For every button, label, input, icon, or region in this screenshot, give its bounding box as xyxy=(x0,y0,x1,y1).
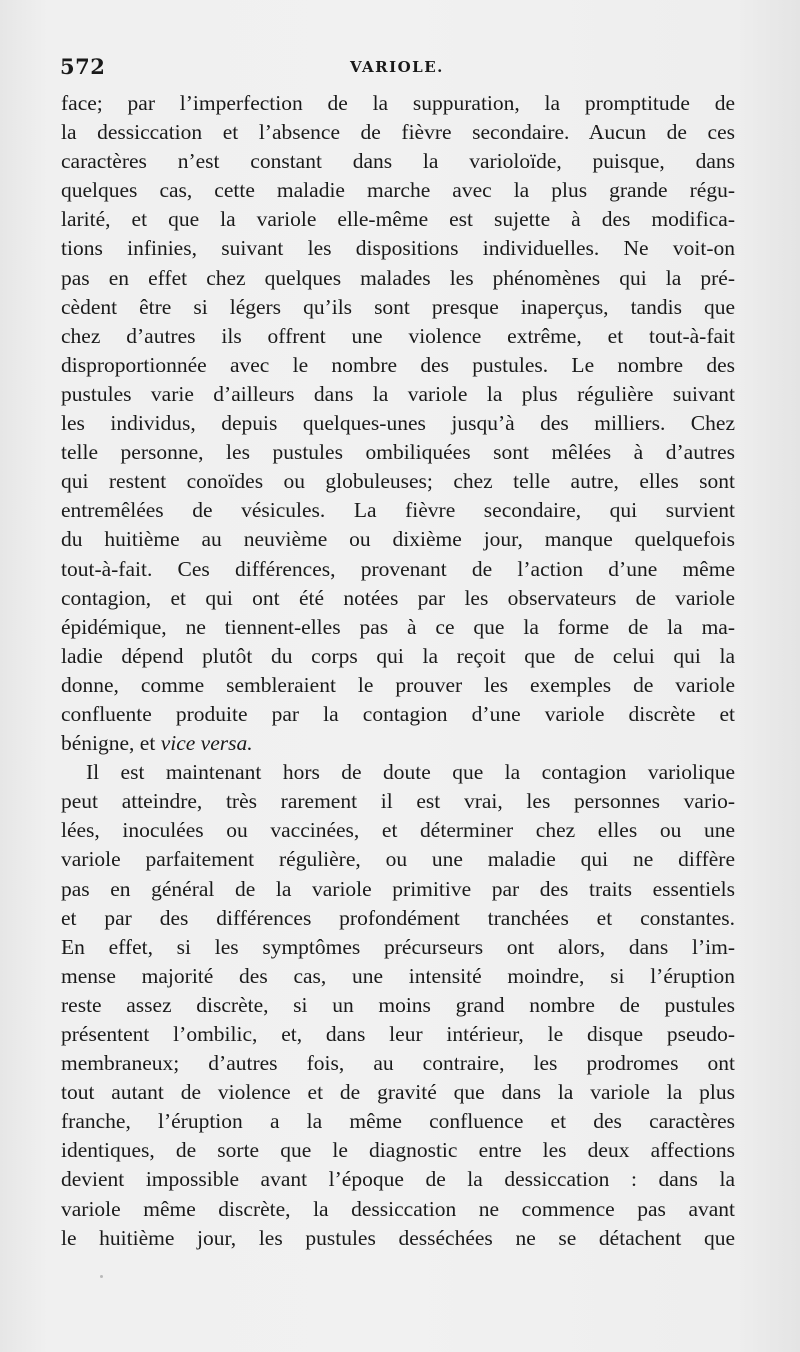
text-line: telle personne, les pustules ombiliquées sont mêlées à d’autres xyxy=(61,440,735,465)
text-line: membraneux; d’autres fois, au contraire, les prodromes ont xyxy=(61,1051,735,1076)
text-line: et par des différences profondément tranchées et constantes. xyxy=(61,905,735,930)
text-line: face; par l’imperfection de la suppuration, la promptitude de xyxy=(61,91,735,115)
text-line: variole parfaitement régulière, ou une maladie qui ne diffère xyxy=(61,847,735,872)
text-line: pustules varie d’ailleurs dans la variole la plus régulière suivant xyxy=(61,381,735,406)
text-line: lées, inoculées ou vaccinées, et déterminer chez elles ou une xyxy=(61,818,735,843)
text-line: larité, et que la variole elle-même est sujette à des modifica- xyxy=(61,207,735,232)
text-line: pas en effet chez quelques malades les phénomènes qui la pré- xyxy=(61,265,735,290)
text-line: reste assez discrète, si un moins grand nombre de pustules xyxy=(61,992,735,1017)
text-line: la dessiccation et l’absence de fièvre secondaire. Aucun de ces xyxy=(61,120,735,145)
text-line: tout autant de violence et de gravité que dans la variole la plus xyxy=(61,1080,735,1105)
italic-phrase: vice versa. xyxy=(160,731,253,756)
text-line: tout-à-fait. Ces différences, provenant de l’action d’une même xyxy=(61,556,735,581)
text-line: pas en général de la variole primitive par des traits essentiels xyxy=(61,876,735,901)
text-line: donne, comme sembleraient le prouver les exemples de variole xyxy=(61,672,735,697)
paper-speck xyxy=(100,1275,103,1278)
text-line: chez d’autres ils offrent une violence extrême, et tout-à-fait xyxy=(61,323,735,348)
text-line: identiques, de sorte que le diagnostic entre les deux affections xyxy=(61,1138,735,1163)
page-number: 572 xyxy=(60,54,106,79)
text-line: devient impossible avant l’époque de la dessiccation : dans la xyxy=(61,1167,735,1192)
text-line: caractères n’est constant dans la varioloïde, puisque, dans xyxy=(61,149,735,174)
text-line: contagion, et qui ont été notées par les observateurs de variole xyxy=(61,585,735,610)
text-line: qui restent conoïdes ou globuleuses; chez telle autre, elles sont xyxy=(61,469,735,494)
text-line: En effet, si les symptômes précurseurs ont alors, dans l’im- xyxy=(61,934,735,959)
text-line: du huitième au neuvième ou dixième jour, manque quelquefois xyxy=(61,527,735,552)
text-line: les individus, depuis quelques-unes jusqu’à des milliers. Chez xyxy=(61,411,735,436)
text-line: variole même discrète, la dessiccation ne commence pas avant xyxy=(61,1196,735,1221)
paragraph-end-line xyxy=(61,729,735,758)
text-line: quelques cas, cette maladie marche avec la plus grande régu- xyxy=(61,178,735,203)
text-line: ladie dépend plutôt du corps qui la reçoit que de celui qui la xyxy=(61,643,735,668)
text-line: mense majorité des cas, une intensité moindre, si l’éruption xyxy=(61,963,735,988)
text-line: bénigne, et xyxy=(61,731,156,756)
text-line: cèdent être si légers qu’ils sont presque inaperçus, tandis que xyxy=(61,294,735,319)
text-line: présentent l’ombilic, et, dans leur intérieur, le disque pseudo- xyxy=(61,1022,735,1046)
body-text xyxy=(61,89,735,1253)
running-title: VARIOLE. xyxy=(350,58,444,76)
text-line: entremêlées de vésicules. La fièvre secondaire, qui survient xyxy=(61,498,735,523)
text-line: disproportionnée avec le nombre des pustules. Le nombre des xyxy=(61,352,735,377)
text-line: épidémique, ne tiennent-elles pas à ce que la forme de la ma- xyxy=(61,614,735,639)
paragraph-start-line: Il est maintenant hors de doute que la contagion variolique xyxy=(86,760,735,785)
text-line: le huitième jour, les pustules desséchées ne se détachent que xyxy=(61,1225,735,1250)
text-line: peut atteindre, très rarement il est vrai, les personnes vario- xyxy=(61,789,735,814)
text-line: tions infinies, suivant les dispositions individuelles. Ne voit-on xyxy=(61,236,735,261)
page-header xyxy=(60,54,740,88)
text-line: franche, l’éruption a la même confluence et des caractères xyxy=(61,1109,735,1134)
text-line: confluente produite par la contagion d’une variole discrète et xyxy=(61,701,735,726)
